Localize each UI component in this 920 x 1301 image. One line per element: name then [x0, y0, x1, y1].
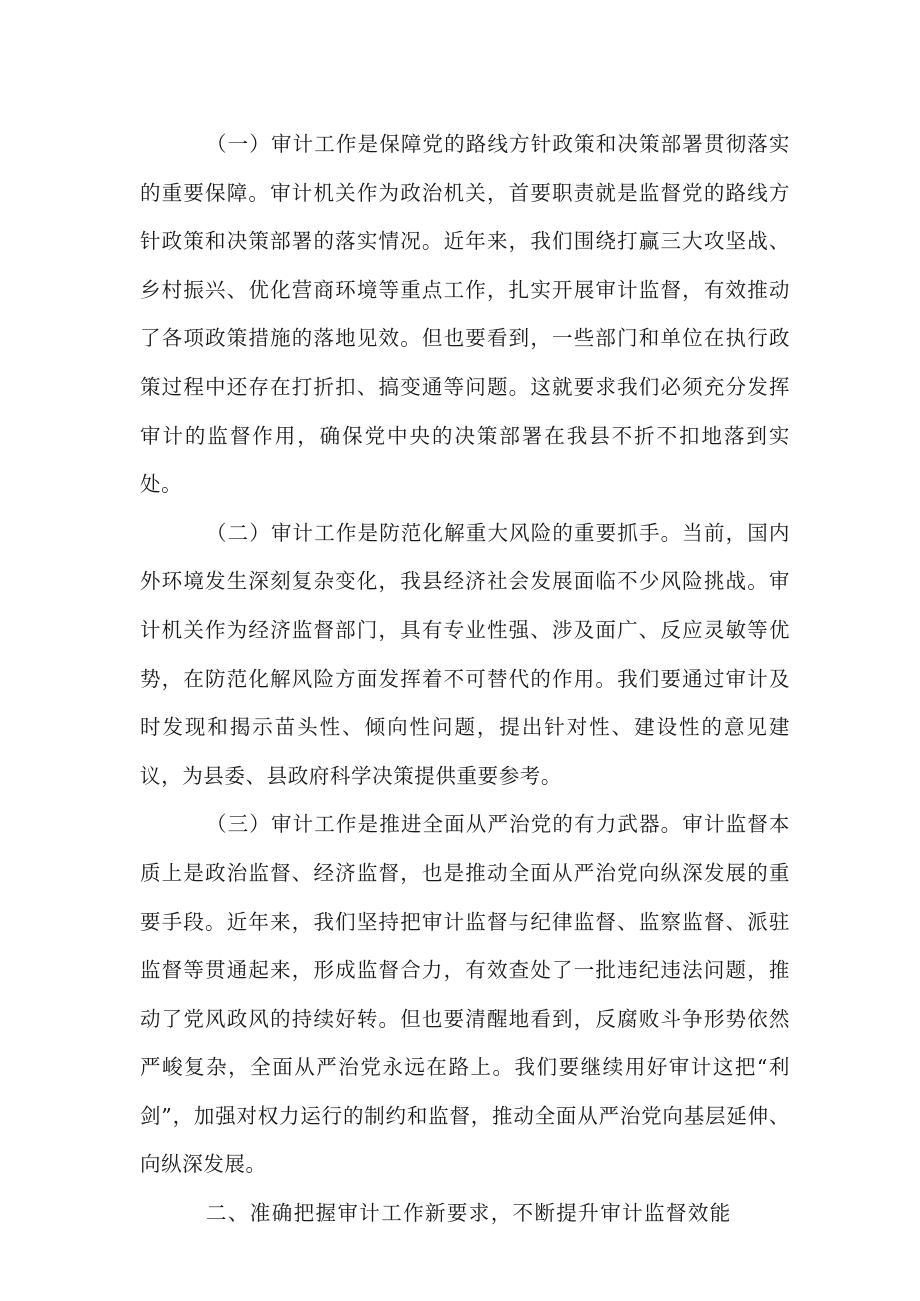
- document-body: [140, 120, 790, 1238]
- paragraph-3: （三）审计工作是推进全面从严治党的有力武器。审计监督本质上是政治监督、经济监督，也是推动全面从严治党向纵深发展的重要手段。近年来，我们坚持把审计监督与纪律监督、监察监督、派驻监督等贯通起来，形成监督合力，有效查处了一批违纪违法问题，推动了党风政风的持续好转。但也要清醒地看到，反腐败斗争形势依然严峻复杂，全面从严治党永远在路上。我们要继续用好审计这把“利剑”，加强对权力运行的制约和监督，推动全面从严治党向基层延伸、向纵深发展。: [140, 812, 790, 1177]
- section-heading: 二、准确把握审计工作新要求，不断提升审计监督效能: [206, 1201, 732, 1226]
- paragraph-1: （一）审计工作是保障党的路线方针政策和决策部署贯彻落实的重要保障。审计机关作为政治机关，首要职责就是监督党的路线方针政策和决策部署的落实情况。近年来，我们围绕打赢三大攻坚战、乡村振兴、优化营商环境等重点工作，扎实开展审计监督，有效推动了各项政策措施的落地见效。但也要看到，一些部门和单位在执行政策过程中还存在打折扣、搞变通等问题。这就要求我们必须充分发挥审计的监督作用，确保党中央的决策部署在我县不折不扣地落到实处。: [140, 132, 790, 497]
- paragraph-2: （二）审计工作是防范化解重大风险的重要抓手。当前，国内外环境发生深刻复杂变化，我县经济社会发展面临不少风险挑战。审计机关作为经济监督部门，具有专业性强、涉及面广、反应灵敏等优势，在防范化解风险方面发挥着不可替代的作用。我们要通过审计及时发现和揭示苗头性、倾向性问题，提出针对性、建设性的意见建议，为县委、县政府科学决策提供重要参考。: [140, 520, 790, 788]
